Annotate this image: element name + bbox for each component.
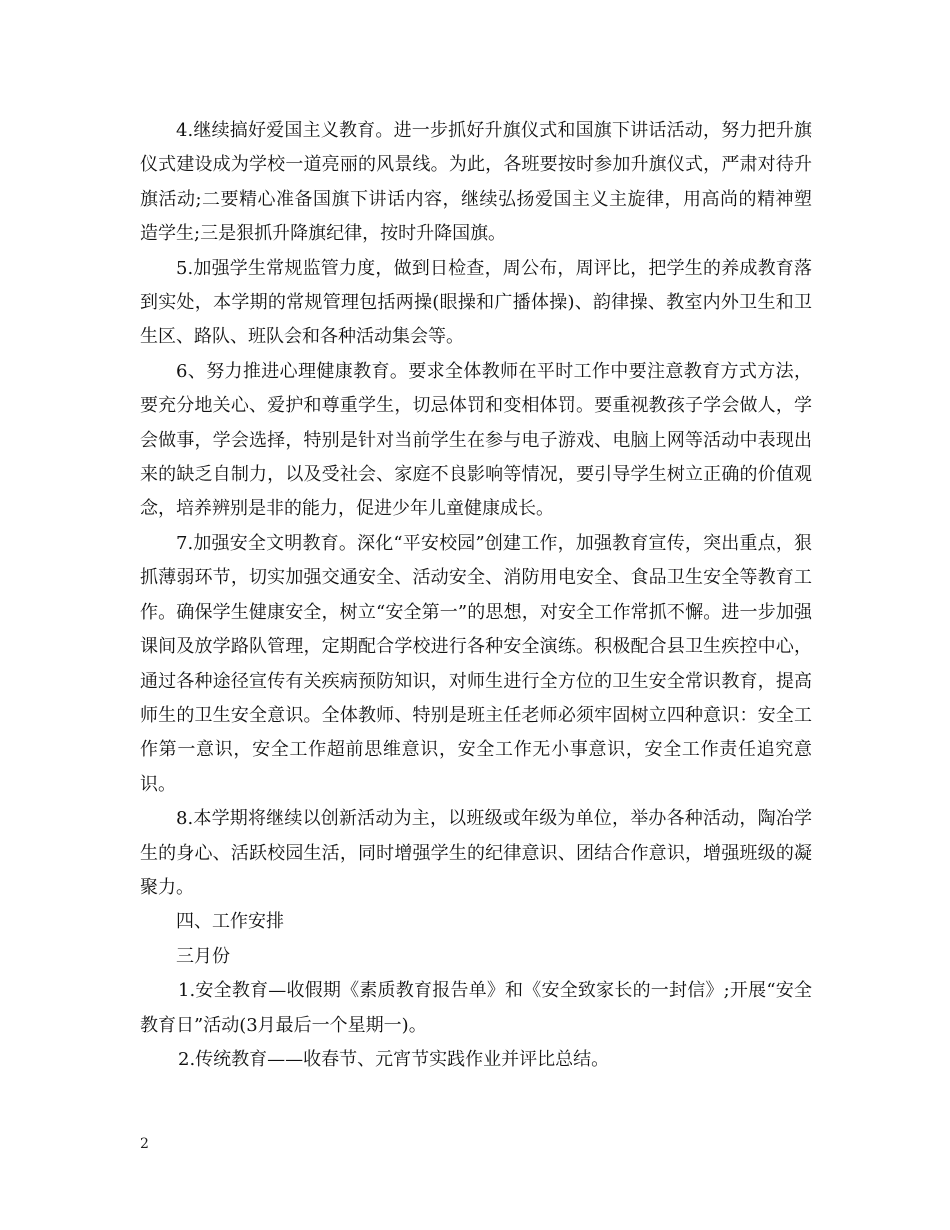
section-heading-work-schedule: 四、工作安排 bbox=[176, 911, 284, 933]
subheading-march: 三月份 bbox=[176, 945, 230, 967]
paragraph-routine-management: 5.加强学生常规监管力度，做到日检查，周公布，周评比，把学生的养成教育落到实处，本学期的常规管理包括两操(眼操和广播体操)、韵律操、教室内外卫生和卫生区、路队、班队会和各种活动集会等。 bbox=[140, 257, 812, 348]
paragraph-innovation-activities: 8.本学期将继续以创新活动为主，以班级或年级为单位，举办各种活动，陶冶学生的身心、活跃校园生活，同时增强学生的纪律意识、团结合作意识，增强班级的凝聚力。 bbox=[140, 808, 812, 898]
paragraph-safety-education: 7.加强安全文明教育。深化“平安校园”创建工作，加强教育宣传，突出重点，狠抓薄弱环节，切实加强交通安全、活动安全、消防用电安全、食品卫生安全等教育工作。确保学生健康安全，树立“安全第一”的思想，对安全工作常抓不懈。进一步加强课间及放学路队管理，定期配合学校进行各种安全演练。积极配合县卫生疾控中心，通过各种途径宣传有关疾病预防知识，对师生进行全方位的卫生安全常识教育，提高师生的卫生安全意识。全体教师、特别是班主任老师必须牢固树立四种意识：安全工作第一意识，安全工作超前思维意识，安全工作无小事意识，安全工作责任追究意识。 bbox=[140, 532, 812, 795]
document-body bbox=[140, 114, 812, 1077]
page-number: 2 bbox=[140, 1136, 149, 1152]
paragraph-patriotic-education: 4.继续搞好爱国主义教育。进一步抓好升旗仪式和国旗下讲话活动，努力把升旗仪式建设成为学校一道亮丽的风景线。为此，各班要按时参加升旗仪式，严肃对待升旗活动;二要精心准备国旗下讲话内容，继续弘扬爱国主义主旋律，用高尚的精神塑造学生;三是狠抓升降旗纪律，按时升降国旗。 bbox=[140, 120, 812, 245]
list-item-safety: 1.安全教育—收假期《素质教育报告单》和《安全致家长的一封信》;开展“安全教育日”活动(3月最后一个星期一)。 bbox=[140, 980, 812, 1036]
paragraph-mental-health: 6、努力推进心理健康教育。要求全体教师在平时工作中要注意教育方式方法，要充分地关心、爱护和尊重学生，切忌体罚和变相体罚。要重视教孩子学会做人，学会做事，学会选择，特别是针对当前学生在参与电子游戏、电脑上网等活动中表现出来的缺乏自制力，以及受社会、家庭不良影响等情况，要引导学生树立正确的价值观念，培养辨别是非的能力，促进少年儿童健康成长。 bbox=[140, 360, 812, 520]
list-item-tradition: 2.传统教育——收春节、元宵节实践作业并评比总结。 bbox=[178, 1048, 610, 1070]
